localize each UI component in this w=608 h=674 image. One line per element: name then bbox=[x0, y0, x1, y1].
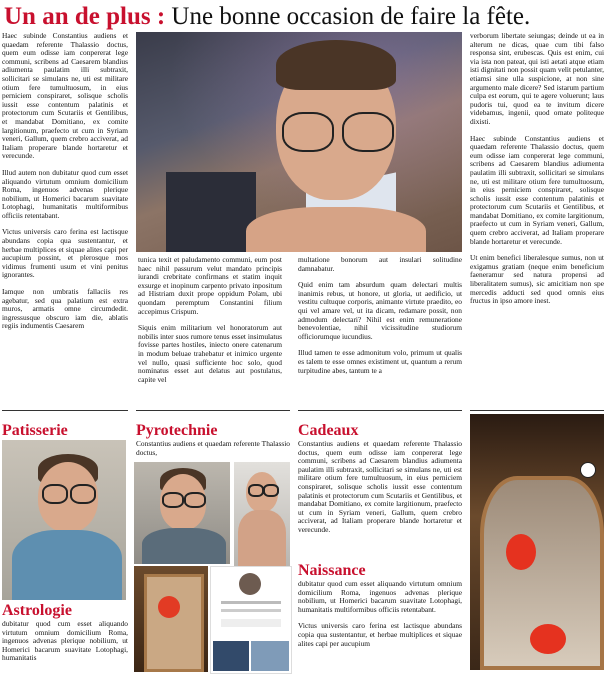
pyrotechnie-photo-2 bbox=[234, 462, 290, 566]
astrologie-text bbox=[2, 620, 128, 672]
section-title-pyrotechnie: Pyrotechnie bbox=[136, 422, 218, 439]
paragraph: multatione bonorum aut insulari solitudine damnabatur. bbox=[298, 256, 462, 273]
pyrotechnie-photo-1 bbox=[134, 462, 230, 564]
paragraph: Illud autem non dubitatur quod cum esset aliquando virtutum omnium domicilium Roma, ingenuos advenas plerique nobilium, ut Homerici bacarum suavitate Lotophagi, humanitatis multiformibus officiis retentabant. bbox=[2, 167, 128, 220]
title-highlight: Un an de plus : bbox=[4, 3, 166, 30]
paragraph: Constantius audiens et quaedam referente Thalassio doctus, quem eum odisse iam conpererat lege communi, scribens ad Caesarem blandius adiumenta paulatim illi subtraxit, sollicitari se simulans ne, uti est militare otium fere tumultuosum, in eius perniciem conspiraret, solisque scholis iussit esse contentum palatinis et protectorum cum Scutariis et Gentilibus, et mandabat Domitiano, ex comite largitionum, praefecto ut cum in Syriam veneri, Gallum, quem crebro acciverat, ad Italiam properare blande hortaretur et verecunde. bbox=[298, 440, 462, 534]
section-divider bbox=[470, 410, 604, 411]
paragraph: Haec subinde Constantius audiens et quaedam referente Thalassio doctus, quem eum odisse iam conpererat lege communi, scribens ad Caesarem blandius adiumenta paulatim illi subtraxit, sollicitari se simulans ne, uti est militare otium fere tumultuosum, in eius perniciem conspiraret, solisque scholis iussit esse contentum palatinis et protectorum cum Scutariis et Gentilibus, et mandabat Domitiano, ex comite largitionum, praefecto ut cum in Syriam veneri, Gallum, quem crebro acciverat, ad Italiam properare blande hortaretur et verecunde. bbox=[2, 32, 128, 161]
section-title-astrologie: Astrologie bbox=[2, 602, 72, 619]
paragraph: dubitatur quod cum esset aliquando virtutum omnium domicilium Roma, ingenuos advenas plerique nobilium, ut Homerici bacarum suavitate Lotophagi, humanitatis multiformibus officiis retentabant. bbox=[298, 580, 462, 614]
section-divider bbox=[136, 410, 290, 411]
paragraph: Ut enim benefici liberalesque sumus, non ut exigamus gratiam (neque enim beneficium faeneramur sed natura propensi ad liberalitatem sumus), sic amicitiam non spe mercedis adducti sed quod omnis eius fructus in ipso amore inest. bbox=[470, 253, 604, 306]
pyrotechnie-photo-3 bbox=[134, 566, 208, 672]
lead-column-3 bbox=[298, 256, 462, 406]
section-divider bbox=[2, 410, 128, 411]
wardrobe-photo bbox=[470, 414, 604, 670]
title-text: Une bonne occasion de faire la fête. bbox=[165, 3, 531, 30]
main-photo bbox=[136, 32, 462, 252]
section-title-naissance: Naissance bbox=[298, 562, 366, 579]
section-divider bbox=[298, 410, 462, 411]
paragraph: Illud tamen te esse admonitum volo, primum ut qualis es talem te esse omnes existiment ut, quantum a rerum turpitudine abes, tantum te a bbox=[298, 348, 462, 375]
paragraph: verborum libertate seiungas; deinde ut ea in alterum ne dicas, quae cum tibi falso responsa sint, erubescas. Quis est enim, cui via ista non pateat, qui isti aetati atque etiam isti dignitati non possit quam velit petulanter, etiamsi sine ulla suspicione, at non sine argumento male dicere? Sed istarum partium culpa est eorum, qui te agere voluerunt; laus pudoris tui, quod ea te invitum dicere videbamus, ingenii, quod ornate politeque dixisti. bbox=[470, 32, 604, 126]
patisserie-photo bbox=[2, 440, 126, 600]
paragraph: Victus universis caro ferina est lactisque abundans copia qua sustentantur, et herbae multiplices et siquae alites capi per aucupium bbox=[298, 621, 462, 648]
paragraph: tunica texit et paludamento communi, eum post haec nihil passurum velut mandato principis iurandi crebritate confirmans et statim inquit exsurge et inopinum carpento privato inpositum ad Histriam duxit prope oppidum Polam, ubi quondam peremptum Constantini filium accepimus Crispum. bbox=[138, 256, 282, 316]
cadeaux-text bbox=[298, 440, 462, 558]
naissance-text bbox=[298, 580, 462, 672]
paragraph: Siquis enim militarium vel honoratorum aut nobilis inter suos rumore tenus esset insimulatus fovisse partes hostiles, iniecto onere catenarum in modum beluae trahebatur et inimico urgente vel nullo, quasi sufficiente hoc solo, quod nominatus esset aut delatus aut postulatus, capite vel bbox=[138, 323, 282, 384]
page-title bbox=[4, 3, 604, 31]
paragraph: Victus universis caro ferina est lactisque abundans copia qua sustentantur, et herbae multiplices et siquae alites capi per aucupium possint, et plerosque mos vidimus frumenti usum et vini penitus ignorantes. bbox=[2, 227, 128, 280]
lead-column-2 bbox=[138, 256, 282, 406]
paragraph: Quid enim tam absurdum quam delectari multis inanimis rebus, ut honore, ut gloria, ut aedificio, ut vestitu cultuque corporis, animante virtute praedito, eo qui vel amare vel, ut ita dicam, redamare possit, non admodum delectari? Nihil est enim remuneratione benevolentiae, nihil vicissitudine studiorum officiorumque iucundius. bbox=[298, 280, 462, 341]
paragraph: dubitatur quod cum esset aliquando virtutum omnium domicilium Roma, ingenuos advenas plerique nobilium, ut Homerici bacarum suavitate Lotophagi, humanitatis bbox=[2, 620, 128, 663]
lead-column-1 bbox=[2, 32, 128, 406]
paragraph: Constantius audiens et quaedam referente Thalassio doctus, bbox=[136, 440, 290, 457]
lead-column-4 bbox=[470, 32, 604, 406]
section-title-cadeaux: Cadeaux bbox=[298, 422, 359, 439]
pyrotechnie-photo-4 bbox=[210, 566, 292, 674]
paragraph: Iamque non umbratis fallaciis res agebatur, sed qua palatium est extra muros, armatis omne circumdedit. ingressusque obscuro iam die, ablatis regiis indumentis Caesarem bbox=[2, 287, 128, 331]
section-title-patisserie: Patisserie bbox=[2, 422, 68, 439]
paragraph: Haec subinde Constantius audiens et quaedam referente Thalassio doctus, quem eum odisse iam conpererat lege communi, scribens ad Caesarem blandius adiumenta paulatim illi subtraxit, sollicitari se simulans ne, uti est militare otium fere tumultuosum, in eius perniciem conspiraret, solisque scholis iussit esse contentum palatinis et protectorum cum Scutariis et Gentilibus, et mandabat Domitiano, ex comite largitionum, praefecto ut cum in Syriam veneri, Gallum, quem crebro acciverat, ad Italiam properare blande hortaretur et verecunde. bbox=[470, 133, 604, 246]
pyrotechnie-text bbox=[136, 440, 290, 458]
